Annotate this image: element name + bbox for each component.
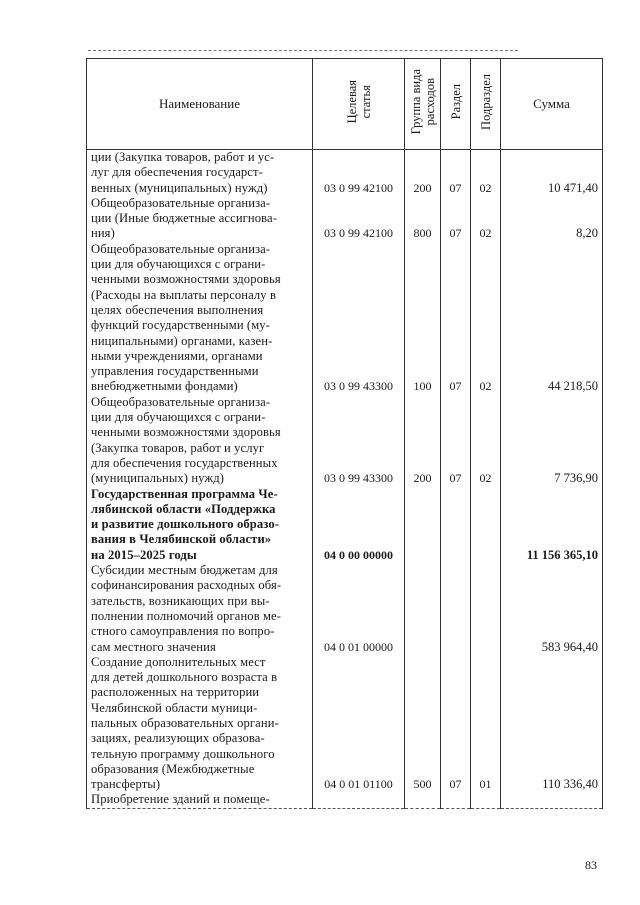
top-rule	[88, 50, 518, 51]
row-section: 07	[441, 655, 471, 793]
row-name-line: ции (Иные бюджетные ассигнова-	[91, 211, 278, 226]
row-name-line: зациях, реализующих образова-	[91, 731, 265, 746]
row-name-line: пальных образовательных органи-	[91, 715, 279, 730]
row-name-line: управления государственными	[91, 364, 259, 379]
table-row	[87, 563, 603, 655]
row-name	[87, 196, 313, 242]
row-subsection: 02	[471, 395, 501, 487]
row-sum	[501, 792, 603, 808]
table-row	[87, 196, 603, 242]
table-header-row	[87, 59, 603, 150]
row-section	[441, 792, 471, 808]
table-row	[87, 395, 603, 487]
header-target-article: Целевая статья	[313, 59, 405, 150]
header-name: Наименование	[87, 59, 313, 150]
row-expense-group	[405, 792, 441, 808]
row-target-article: 03 0 99 42100	[313, 196, 405, 242]
row-name	[87, 563, 313, 655]
row-name-line: ченными возможностями здоровья	[91, 272, 281, 287]
row-subsection	[471, 792, 501, 808]
row-target-article: 04 0 01 00000	[313, 563, 405, 655]
row-name-line: целях обеспечения выполнения	[91, 302, 264, 317]
page-number: 83	[585, 858, 597, 872]
row-section: 07	[441, 395, 471, 487]
row-expense-group	[405, 563, 441, 655]
row-name-line: для обеспечения государственных	[91, 455, 278, 470]
row-name-line: Челябинской области муници-	[91, 700, 258, 715]
row-name-line: Субсидии местным бюджетам для	[91, 563, 278, 578]
row-expense-group	[405, 487, 441, 563]
row-name-line: трансферты)	[91, 777, 161, 792]
row-name-line: на 2015–2025 годы	[91, 547, 197, 562]
row-name-line: Государственная программа Че-	[91, 486, 278, 501]
row-sum: 10 471,40	[501, 150, 603, 196]
row-sum: 8,20	[501, 196, 603, 242]
row-name	[87, 792, 313, 808]
budget-table	[86, 58, 603, 809]
header-section: Раздел	[441, 59, 471, 150]
row-name-line: ции для обучающихся с ограни-	[91, 410, 266, 425]
row-name-line: Общеобразовательные организа-	[91, 241, 271, 256]
row-target-article: 04 0 01 01100	[313, 655, 405, 793]
row-name	[87, 242, 313, 395]
row-name-line: Общеобразовательные организа-	[91, 195, 271, 210]
row-target-article: 04 0 00 00000	[313, 487, 405, 563]
row-target-article	[313, 792, 405, 808]
row-name-line: полнении полномочий органов ме-	[91, 608, 282, 623]
table-row	[87, 242, 603, 395]
row-section	[441, 487, 471, 563]
row-name-line: лябинской области «Поддержка	[91, 501, 276, 516]
table-row	[87, 150, 603, 196]
row-subsection: 01	[471, 655, 501, 793]
row-section: 07	[441, 242, 471, 395]
row-name-line: для детей дошкольного возраста в	[91, 670, 278, 685]
row-expense-group: 500	[405, 655, 441, 793]
row-name-line: внебюджетными фондами)	[91, 379, 238, 394]
row-name-line: (Расходы на выплаты персоналу в	[91, 287, 276, 302]
table-row	[87, 655, 603, 793]
header-expense-group: Группа вида расходов	[405, 59, 441, 150]
row-section	[441, 563, 471, 655]
row-target-article: 03 0 99 43300	[313, 242, 405, 395]
row-subsection: 02	[471, 150, 501, 196]
row-name-line: Общеобразовательные организа-	[91, 394, 271, 409]
row-name	[87, 487, 313, 563]
row-subsection: 02	[471, 196, 501, 242]
row-name-line: тельную программу дошкольного	[91, 746, 275, 761]
row-name-line: ченными возможностями здоровья	[91, 425, 281, 440]
row-name-line: вания в Челябинской области»	[91, 532, 272, 547]
header-subsection: Подраздел	[471, 59, 501, 150]
row-name-line: (муниципальных) нужд)	[91, 471, 224, 486]
table-row	[87, 487, 603, 563]
row-sum: 110 336,40	[501, 655, 603, 793]
row-sum: 44 218,50	[501, 242, 603, 395]
row-target-article: 03 0 99 43300	[313, 395, 405, 487]
row-sum: 583 964,40	[501, 563, 603, 655]
row-expense-group: 800	[405, 196, 441, 242]
row-target-article: 03 0 99 42100	[313, 150, 405, 196]
row-expense-group: 200	[405, 150, 441, 196]
row-section: 07	[441, 196, 471, 242]
row-name-line: зательств, возникающих при вы-	[91, 593, 270, 608]
row-name	[87, 655, 313, 793]
row-name-line: Приобретение зданий и помеще-	[91, 792, 270, 807]
row-expense-group: 100	[405, 242, 441, 395]
row-expense-group: 200	[405, 395, 441, 487]
row-section: 07	[441, 150, 471, 196]
row-name-line: расположенных на территории	[91, 685, 260, 700]
row-name-line: ниципальными) органами, казен-	[91, 333, 273, 348]
row-name-line: ными учреждениями, органами	[91, 348, 263, 363]
row-sum: 11 156 365,10	[501, 487, 603, 563]
row-name-line: ции (Закупка товаров, работ и ус-	[91, 150, 275, 164]
row-name-line: софинансирования расходных обя-	[91, 578, 282, 593]
row-name-line: и развитие дошкольного образо-	[91, 517, 280, 532]
row-subsection	[471, 563, 501, 655]
row-name	[87, 150, 313, 196]
row-name-line: образования (Межбюджетные	[91, 761, 255, 776]
row-subsection: 02	[471, 242, 501, 395]
row-name-line: стного самоуправления по вопро-	[91, 624, 275, 639]
row-subsection	[471, 487, 501, 563]
table-row	[87, 792, 603, 808]
row-name-line: венных (муниципальных) нужд)	[91, 180, 268, 195]
row-sum: 7 736,90	[501, 395, 603, 487]
row-name	[87, 395, 313, 487]
row-name-line: ции для обучающихся с ограни-	[91, 257, 266, 272]
row-name-line: ния)	[91, 226, 115, 241]
row-name-line: сам местного значения	[91, 639, 216, 654]
row-name-line: луг для обеспечения государст-	[91, 165, 263, 180]
header-sum: Сумма	[501, 59, 603, 150]
row-name-line: функций государственными (му-	[91, 318, 270, 333]
row-name-line: (Закупка товаров, работ и услуг	[91, 440, 265, 455]
row-name-line: Создание дополнительных мест	[91, 654, 266, 669]
